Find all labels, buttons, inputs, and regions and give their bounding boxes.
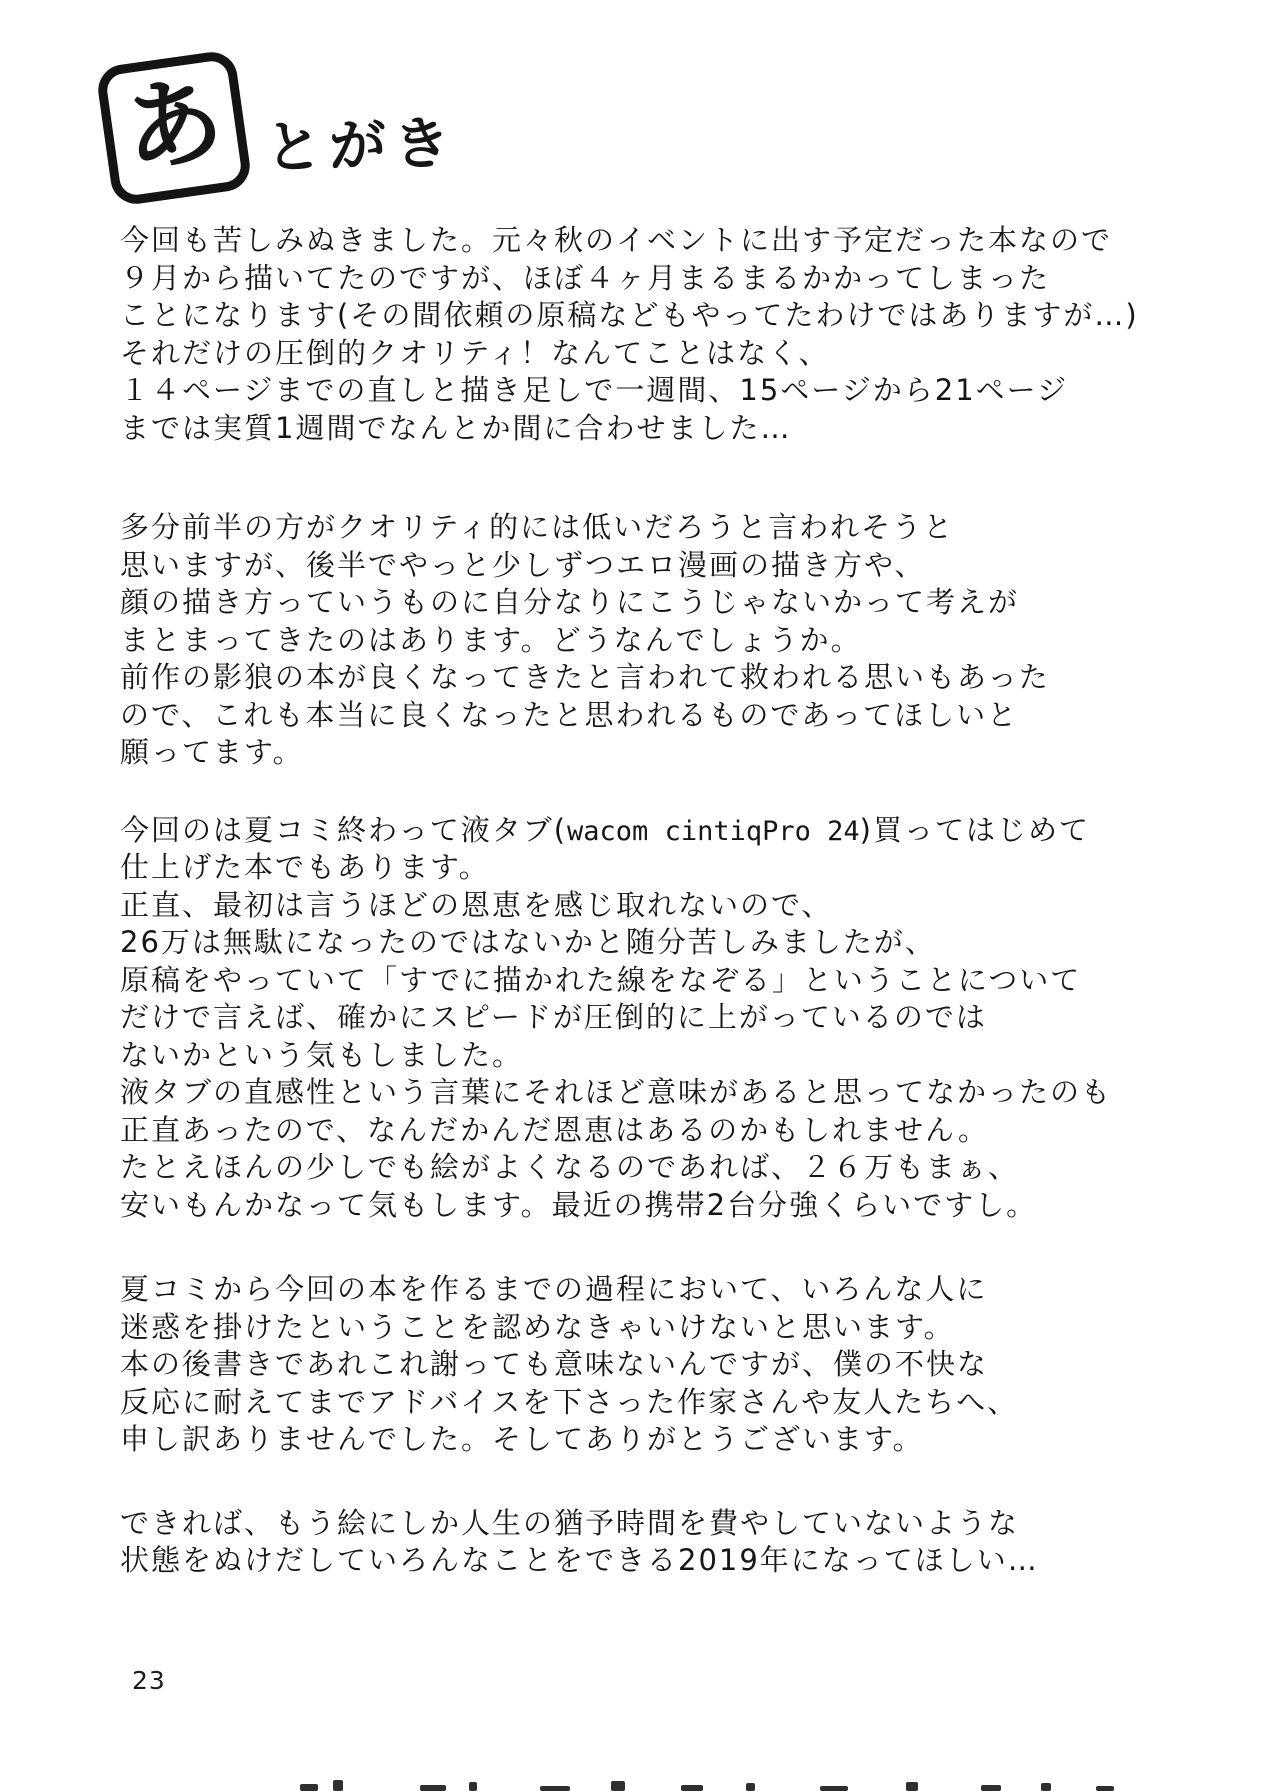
text-line: ９月から描いてたのですが、ほぼ４ヶ月まるまるかかってしまった (120, 260, 1051, 295)
text-line: ことになります(その間依頼の原稿などもやってたわけではありますが…) (120, 298, 1139, 332)
paragraph (120, 812, 1220, 1225)
text-line: だけで言えば、確かにスピードが圧倒的に上がっているのでは (120, 1000, 987, 1034)
text-line: できれば、もう絵にしか人生の猶予時間を費やしていないような (120, 1505, 1020, 1540)
text-line: まとまってきたのはあります。どうなんでしょうか。 (120, 622, 862, 657)
scan-artifact-strip (0, 1777, 1280, 1791)
text-line: たとえほんの少しでも絵がよくなるのであれば、２６万もまぁ、 (120, 1150, 1020, 1184)
text-line: 反応に耐えてまでアドバイスを下さった作家さんや友人たちへ、 (120, 1384, 1019, 1419)
page-number: 23 (132, 1666, 166, 1695)
paragraph (120, 1505, 1220, 1580)
text-line: 今回も苦しみぬきました。元々秋のイベントに出す予定だった本なので (120, 223, 1113, 257)
body-text (120, 222, 1220, 1580)
text-line: 願ってます。 (120, 735, 304, 769)
paragraph (120, 1271, 1220, 1459)
text-line: 本の後書きであれこれ謝っても意味ないんですが、僕の不快な (120, 1347, 989, 1381)
text-line: 原稿をやっていて「すでに描かれた線をなぞる」ということについて (120, 962, 1082, 997)
text-line: 安いもんかなって気もします。最近の携帯2台分強くらいですし。 (120, 1187, 1038, 1222)
text-line: 正直、最初は言うほどの恩恵を感じ取れないので、 (120, 887, 833, 922)
inline-mono-text: wacom cintiqPro 24 (567, 815, 860, 847)
header-boxed-char: あ (117, 62, 231, 190)
boxed-character-logo (95, 49, 253, 207)
text-line: 26万は無駄になったのではないかと随分苦しみましたが、 (120, 925, 936, 959)
text-line: 液タブの直感性という言葉にそれほど意味があると思ってなかったのも (120, 1075, 1113, 1109)
text-line: それだけの圧倒的クオリティ！なんてことはなく、 (120, 335, 830, 370)
text-line: 状態をぬけだしていろんなことをできる2019年になってほしい… (120, 1543, 1039, 1577)
text-line: １４ページまでの直しと描き足しで一週間、15ページから21ページ (120, 373, 1069, 407)
text-line: ないかという気もしました。 (120, 1037, 524, 1072)
paragraph (120, 222, 1220, 447)
text-line: 仕上げた本でもあります。 (120, 850, 490, 884)
paragraph (120, 509, 1220, 772)
text-line: 多分前半の方がクオリティ的には低いだろうと言われそうと (120, 510, 955, 544)
text-line: までは実質1週間でなんとか間に合わせました… (120, 410, 792, 445)
inline-text: 今回のは夏コミ終わって液タブ( (120, 812, 568, 847)
inline-text: )買ってはじめて (859, 812, 1090, 847)
text-line: 申し訳ありませんでした。そしてありがとうございます。 (120, 1422, 924, 1456)
text-line: 迷惑を掛けたということを認めなきゃいけないと思います。 (120, 1309, 955, 1344)
text-line: 正直あったので、なんだかんだ恩恵はあるのかもしれません。 (120, 1112, 989, 1147)
text-line (120, 812, 1220, 850)
text-line: 思いますが、後半でやっと少しずつエロ漫画の描き方や、 (120, 547, 926, 582)
text-line: 夏コミから今回の本を作るまでの過程において、いろんな人に (120, 1272, 988, 1306)
text-line: 前作の影狼の本が良くなってきたと言われて救われる思いもあった (120, 660, 1050, 694)
header-title-suffix: とがき (264, 110, 458, 182)
text-line: 顔の描き方っていうものに自分なりにこうじゃないかって考えが (120, 585, 1020, 619)
afterword-header (100, 48, 580, 218)
text-line: ので、これも本当に良くなったと思われるものであってほしいと (120, 697, 1019, 732)
